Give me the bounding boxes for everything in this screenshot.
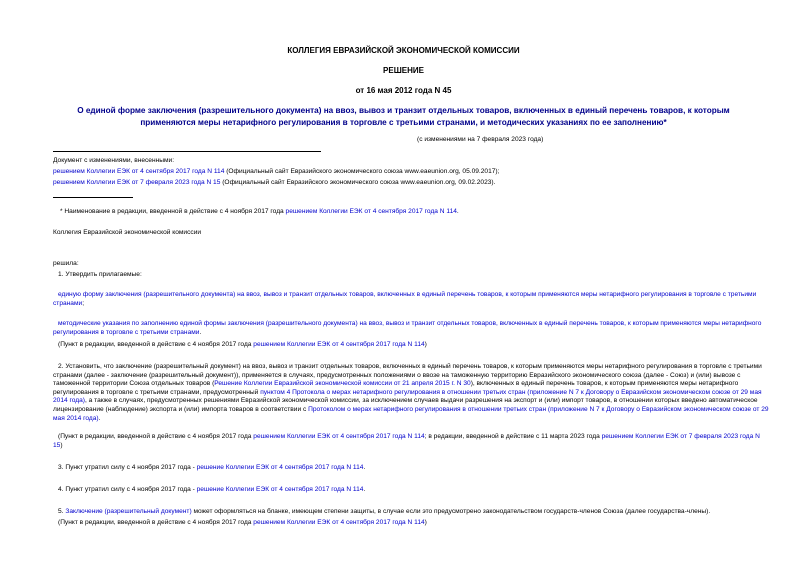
change-link-2[interactable]: решением Коллегии ЕЭК от 7 февраля 2023 года N 15 [53,179,221,186]
footnote: * Наименование в редакции, введенной в действие с 4 ноября 2017 года решением Коллегии ЕЭК от 4 сентября 2017 года N 114. [60,208,459,215]
changes-intro: Документ с изменениями, внесенными: [53,157,175,164]
point-5-note: (Пункт в редакции, введенной в действие с 4 ноября 2017 года решением Коллегии ЕЭК от 4 сентября 2017 года N 114) [58,519,427,526]
decided-text: решила: [53,260,79,267]
point-1-note: (Пункт в редакции, введенной в действие с 4 ноября 2017 года решением Коллегии ЕЭК от 4 сентября 2017 года N 114) [58,341,427,348]
point-1a: единую форму заключения (разрешительного документа) на ввоз, вывоз и транзит отдельных товаров, включенных в единый перечень товаров, к которым применяются меры нетарифного регулирования в торговле с третьими странами; [53,291,757,307]
point-1: 1. Утвердить прилагаемые: [58,271,142,278]
guidelines-link[interactable]: методические указания по заполнению единой формы заключения (разрешительного документа) на ввоз, вывоз и транзит отдельных товаров, включенных в единый перечень товаров, к которым применяются меры нетарифного регулирования в торговле с третьими странами [53,320,762,336]
divider [53,151,321,152]
point-5-note-link[interactable]: решением Коллегии ЕЭК от 4 сентября 2017 года N 114 [253,519,425,526]
doc-type-heading: РЕШЕНИЕ [383,66,424,75]
point-4: 4. Пункт утратил силу с 4 ноября 2017 года - решение Коллегии ЕЭК от 4 сентября 2017 года N 114. [58,486,366,493]
footnote-link[interactable]: решением Коллегии ЕЭК от 4 сентября 2017 года N 114 [285,208,457,215]
point-3: 3. Пункт утратил силу с 4 ноября 2017 года - решение Коллегии ЕЭК от 4 сентября 2017 года N 114. [58,464,366,471]
point-1b: методические указания по заполнению единой формы заключения (разрешительного документа) на ввоз, вывоз и транзит отдельных товаров, включенных в единый перечень товаров, к которым применяются меры нетарифного регулирования в торговле с третьими странами. [53,320,762,336]
point-2-note-link-1[interactable]: решением Коллегии ЕЭК от 4 сентября 2017 года N 114 [253,433,425,440]
point-5-link[interactable]: Заключение (разрешительный документ) [65,508,192,515]
change-line-1: решением Коллегии ЕЭК от 4 сентября 2017 года N 114 (Официальный сайт Евразийского экономического союза www.eaeunion.org, 05.09.2017); [53,168,500,175]
point-5: 5. Заключение (разрешительный документ) может оформляться на бланке, имеющем степени защиты, в случае если это предусмотрено законодательством государств-членов Союза (далее государства-члены). [58,508,711,515]
footnote-divider [53,197,133,198]
collegium-text: Коллегия Евразийской экономической комиссии [53,229,202,236]
amendment-note: (с изменениями на 7 февраля 2023 года) [417,136,544,143]
form-link[interactable]: единую форму заключения (разрешительного документа) на ввоз, вывоз и транзит отдельных товаров, включенных в единый перечень товаров, к которым применяются меры нетарифного регулирования в торговле с третьими странами [53,291,757,307]
point-2: 2. Установить, что заключение (разрешительный документ) на ввоз, вывоз и транзит отдельных товаров, включенных в единый перечень товаров, к которым применяются меры нетарифного регулирования в торговле с третьими странами (далее - заключение (разрешительный документ)), применяется в случаях, предусмотренных положениями о ввозе на таможенную территорию Евразийского экономического союза (далее - Союз) и (или) вывозе с таможенной территории Союза отдельных товаров (Решение Коллегии Евразийской экономической комиссии от 21 апреля 2015 г. N 30), включенных в единый перечень товаров, к которым применяются меры нетарифного регулирования в торговле с третьими странами, предусмотренный пунктом 4 Протокола о мерах нетарифного регулирования в отношении третьих стран (приложение N 7 к Договору о Евразийском экономическом союзе от 29 мая 2014 года), а также в случаях, предусмотренных решениями Евразийской экономической комиссии, за исключением случаев выдачи разрешения на экспорт и (или) импорт товаров, в отношении которых введено автоматическое лицензирование (наблюдение) экспорта и (или) импорта товаров в соответствии с Протоколом о мерах нетарифного регулирования в отношении третьих стран (приложение N 7 к Договору о Евразийском экономическом союзе от 29 мая 2014 года). [53,363,769,422]
point-4-link[interactable]: решение Коллегии ЕЭК от 4 сентября 2017 года N 114 [196,486,364,493]
protocol-link[interactable]: Протоколом о мерах нетарифного регулирования в отношении третьих стран (приложение N 7 к Договору о Евразийском экономическом союзе от 29 мая 2014 года) [53,405,769,422]
decision-30-link[interactable]: Решение Коллегии Евразийской экономической комиссии от 21 апреля 2015 г. N 30 [214,380,471,388]
date-number-heading: от 16 мая 2012 года N 45 [355,86,452,95]
change-link-1[interactable]: решением Коллегии ЕЭК от 4 сентября 2017 года N 114 [53,168,225,175]
point-2-note-link-2[interactable]: решением Коллегии ЕЭК от 7 февраля 2023 года N 15 [53,433,760,449]
point-2-note: (Пункт в редакции, введенной в действие с 4 ноября 2017 года решением Коллегии ЕЭК от 4 сентября 2017 года N 114; в редакции, введенной в действие с 11 марта 2023 года решением Коллегии ЕЭК от 7 февраля 2023 года N 15) [53,433,760,449]
point-1-note-link[interactable]: решением Коллегии ЕЭК от 4 сентября 2017 года N 114 [253,341,425,348]
doc-title-line-1[interactable]: О единой форме заключения (разрешительного документа) на ввоз, вывоз и транзит отдельных товаров, включенных в единый перечень товаров, к которым [77,106,730,115]
protocol-point-4-link[interactable]: пунктом 4 Протокола о мерах нетарифного регулирования в отношении третьих стран (приложение N 7 к Договору о Евразийском экономическом союзе от 29 мая 2014 года) [53,388,762,405]
org-heading: КОЛЛЕГИЯ ЕВРАЗИЙСКОЙ ЭКОНОМИЧЕСКОЙ КОМИССИИ [287,46,520,55]
change-line-2: решением Коллегии ЕЭК от 7 февраля 2023 года N 15 (Официальный сайт Евразийского экономического союза www.eaeunion.org, 09.02.2023). [53,179,496,186]
point-3-link[interactable]: решение Коллегии ЕЭК от 4 сентября 2017 года N 114 [196,464,364,471]
doc-title-line-2[interactable]: применяются меры нетарифного регулирования в торговле с третьими странами, и методических указаниях по ее заполнению* [140,118,667,127]
